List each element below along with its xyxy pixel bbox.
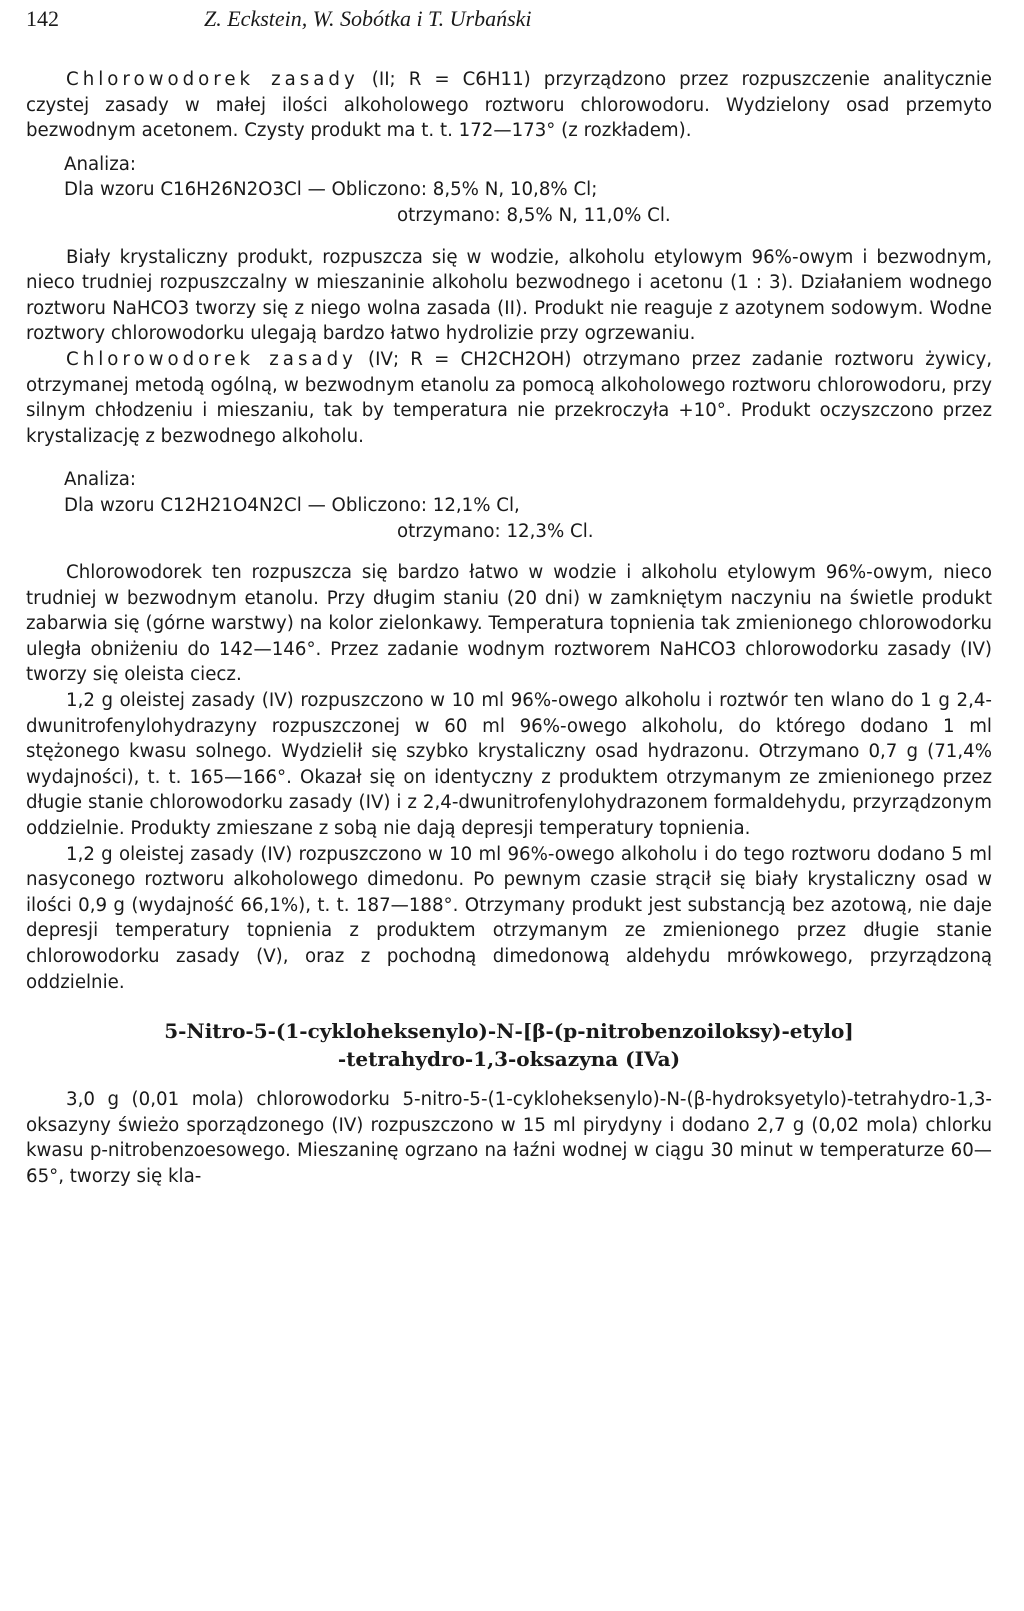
analysis-found-line: otrzymano: 8,5% N, 11,0% Cl. — [397, 204, 671, 226]
paragraph-text: (IV; R = CH2CH2OH) otrzymano przez zadanie roztworu żywicy, otrzymanej metodą ogólną, w bezwodnym etanolu za pomocą alkoholowego roztworu chlorowodoru, przy silnym chłodzeniu i mieszaniu, tak by temperatura nie przekroczyła +10°. Produkt oczyszczono przez krystalizację z bezwodnego alkoholu. — [26, 348, 993, 447]
analysis-formula-line: Dla wzoru C12H21O4N2Cl — Obliczono: 12,1% Cl, — [64, 494, 520, 516]
page-body — [26, 67, 992, 1190]
running-title: Z. Eckstein, W. Sobótka i T. Urbański — [204, 6, 532, 31]
analysis-block-1 — [26, 152, 992, 229]
section-title — [26, 1017, 992, 1073]
paragraph-1 — [26, 67, 992, 144]
analysis-label: Analiza: — [64, 153, 137, 175]
section-title-line-2: -tetrahydro-1,3-oksazyna (IVa) — [337, 1047, 681, 1072]
section-title-line-1: 5-Nitro-5-(1-cykloheksenylo)-N-[β-(p-nitrobenzoiloksy)-etylo] — [164, 1019, 854, 1044]
analysis-found-line: otrzymano: 12,3% Cl. — [397, 520, 594, 542]
paragraph-6: 1,2 g oleistej zasady (IV) rozpuszczono w 10 ml 96%-owego alkoholu i do tego roztworu dodano 5 ml nasyconego roztworu alkoholowego dimedonu. Po pewnym czasie strącił się biały krystaliczny osad w ilości 0,9 g (wydajność 66,1%), t. t. 187—188°. Otrzymany produkt jest substancją bez azotową, nie daje depresji temperatury topnienia z produktem otrzymanym ze zmienionego przez długie stanie chlorowodorku zasady (V), oraz z pochodną dimedonową aldehydu mrówkowego, przyrządzoną oddzielnie. — [26, 843, 992, 993]
paragraph-text: (II; R = C6H11) przyrządzono przez rozpuszczenie analitycznie czystej zasady w małej ilości alkoholowego roztworu chlorowodoru. Wydzielony osad przemyto bezwodnym acetonem. Czysty produkt ma t. t. 172—173° (z rozkładem). — [26, 69, 992, 142]
paragraph-7: 3,0 g (0,01 mola) chlorowodorku 5-nitro-5-(1-cykloheksenylo)-N-(β-hydroksyetylo)-tetrahydro-1,3-oksazyny świeżo sporządzonego (IV) rozpuszczono w 15 ml pirydyny i dodano 2,7 g (0,02 mola) chlorku kwasu p-nitrobenzoesowego. Mieszaninę ogrzano na łaźni wodnej w ciągu 30 minut w temperaturze 60—65°, tworzy się kla- — [26, 1089, 992, 1187]
paragraph-3 — [26, 347, 992, 449]
page-header — [26, 6, 992, 36]
analysis-block-2 — [26, 467, 992, 544]
paragraph-4: Chlorowodorek ten rozpuszcza się bardzo łatwo w wodzie i alkoholu etylowym 96%-owym, nieco trudniej w bezwodnym etanolu. Przy długim staniu (20 dni) w zamkniętym naczyniu na świetle produkt zabarwia się (górne warstwy) na kolor zielonkawy. Temperatura topnienia tak zmienionego chlorowodorku uległa obniżeniu do 142—146°. Przez zadanie wodnym roztworem NaHCO3 chlorowodorku zasady (IV) tworzy się oleista ciecz. — [26, 562, 992, 686]
page-number: 142 — [26, 6, 59, 31]
spaced-term: Chlorowodorek zasady — [66, 348, 357, 370]
paragraph-5: 1,2 g oleistej zasady (IV) rozpuszczono w 10 ml 96%-owego alkoholu i roztwór ten wlano do 1 g 2,4-dwunitrofenylohydrazyny rozpuszczonej w 60 ml 96%-owego alkoholu, do którego dodano 1 ml stężonego kwasu solnego. Wydzielił się szybko krystaliczny osad hydrazonu. Otrzymano 0,7 g (71,4% wydajności), t. t. 165—166°. Okazał się on identyczny z produktem otrzymanym ze zmienionego przez długie stanie chlorowodorku zasady (IV) i z 2,4-dwunitrofenylohydrazonem formaldehydu, przyrządzonym oddzielnie. Produkty zmieszane z sobą nie dają depresji temperatury topnienia. — [26, 690, 992, 840]
analysis-label: Analiza: — [64, 469, 137, 491]
spaced-term: Chlorowodorek zasady — [66, 69, 359, 90]
paragraph-2: Biały krystaliczny produkt, rozpuszcza się w wodzie, alkoholu etylowym 96%-owym i bezwodnym, nieco trudniej rozpuszczalny w mieszaninie alkoholu bezwodnego i acetonu (1 : 3). Działaniem wodnego roztworu NaHCO3 tworzy się z niego wolna zasada (II). Produkt nie reaguje z azotynem sodowym. Wodne roztwory chlorowodorku ulegają bardzo łatwo hydrolizie przy ogrzewaniu. — [26, 246, 992, 345]
analysis-formula-line: Dla wzoru C16H26N2O3Cl — Obliczono: 8,5% N, 10,8% Cl; — [64, 179, 598, 201]
